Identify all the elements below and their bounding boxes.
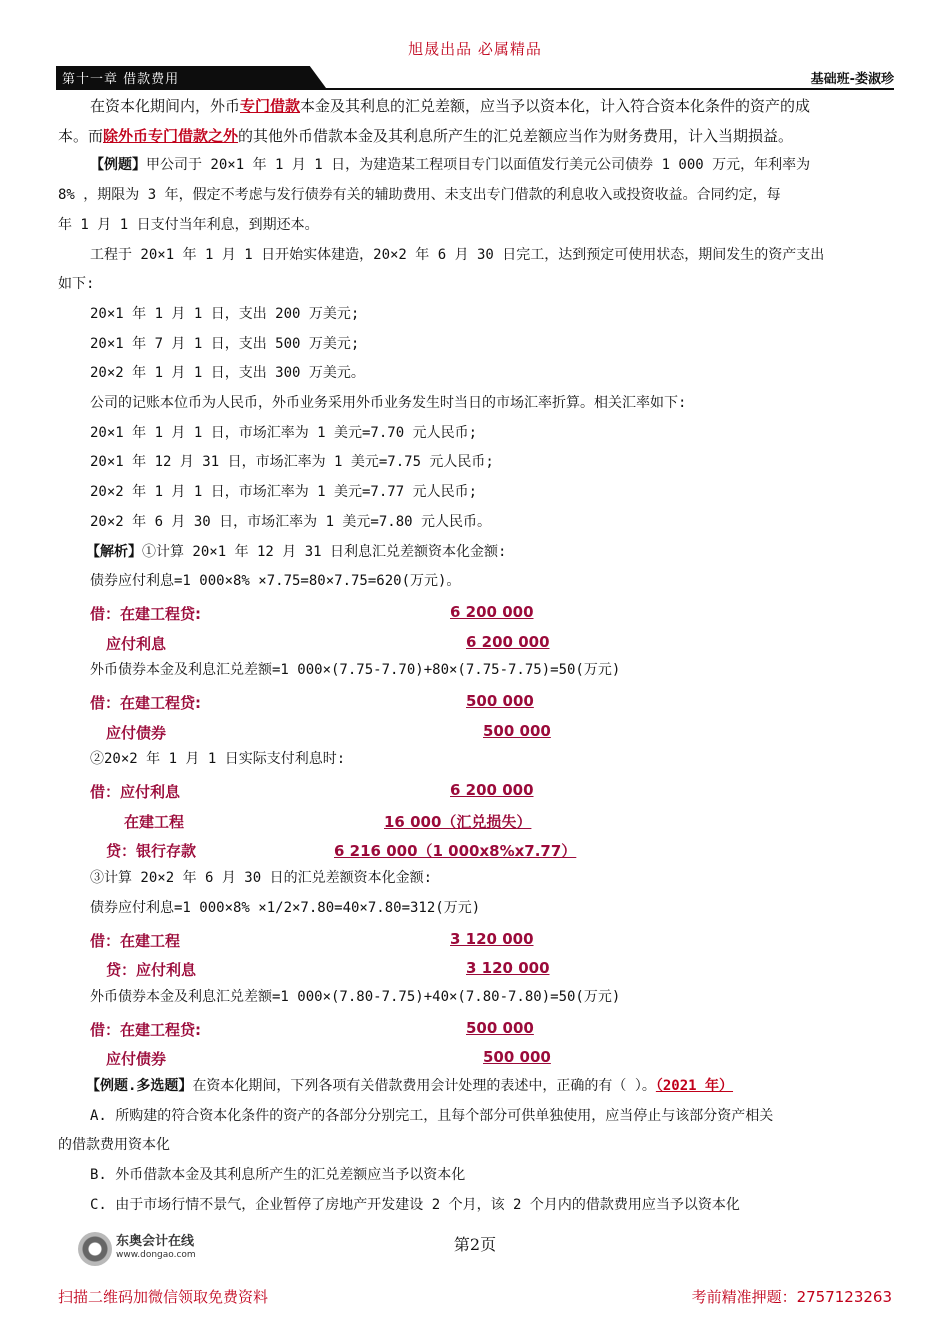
rate-4: 20×2 年 6 月 30 日，市场汇率为 1 美元=7.80 元人民币。 (90, 513, 492, 530)
entry-amount: 3 120 000 (466, 959, 550, 978)
question-tag: 【例题.多选题】 (86, 1078, 193, 1095)
option-a-line-1: A. 所购建的符合资本化条件的资产的各部分分别完工，且每个部分可供单独使用，应当停止与该部分资产相关 (90, 1107, 774, 1124)
question-stem (58, 1072, 892, 1102)
entry-account: 在建工程 (124, 812, 185, 831)
journal-entry-3-credit (58, 834, 892, 864)
example-line-4: 工程于 20×1 年 1 月 1 日开始实体建造，20×2 年 6 月 30 日完工，达到预定可使用状态，期间发生的资产支出 (90, 246, 825, 263)
rate-intro: 公司的记账本位币为人民币，外币业务采用外币业务发生时当日的市场汇率折算。相关汇率如下: (90, 395, 687, 412)
analysis-step-3: ③计算 20×2 年 6 月 30 日的汇兑差额资本化金额: (90, 870, 433, 887)
entry-account: 借：在建工程贷: (90, 604, 201, 623)
example-line-5: 如下: (58, 276, 95, 293)
example-line-2: 8% ，期限为 3 年，假定不考虑与发行债券有关的辅助费用、未支出专门借款的利息收入或投资收益。合同约定，每 (58, 187, 781, 204)
entry-amount: 500 000 (483, 1048, 551, 1067)
journal-entry-2-credit (58, 716, 892, 746)
entry-amount: 6 200 000 (450, 781, 534, 800)
logo-url: www.dongao.com (116, 1250, 196, 1260)
entry-amount: 6 200 000 (466, 632, 550, 651)
journal-entry-3-debit-2 (58, 805, 892, 835)
logo-name: 东奥会计在线 (116, 1234, 195, 1249)
calc-1: 债券应付利息=1 000×8% ×7.75=80×7.75=620(万元)。 (90, 573, 461, 590)
intro-text: 本。而 (58, 126, 104, 145)
intro-line-2 (58, 122, 892, 152)
entry-account: 贷：应付利息 (106, 961, 197, 980)
journal-entry-3-debit (58, 775, 892, 805)
course-name: 基础班-娄淑珍 (810, 72, 894, 87)
option-b: B. 外币借款本金及其利息所产生的汇兑差额应当予以资本化 (90, 1167, 466, 1184)
question-year: （2021 年） (655, 1078, 734, 1095)
intro-text: 在资本化期间内，外币 (90, 97, 241, 115)
chapter-title: 第十一章 借款费用 (62, 72, 180, 87)
calc-3: 债券应付利息=1 000×8% ×1/2×7.80=40×7.80=312(万元) (90, 899, 481, 916)
option-c: C. 由于市场行情不景气，企业暂停了房地产开发建设 2 个月，该 2 个月内的借款费用应当予以资本化 (90, 1196, 740, 1213)
example-text: 甲公司于 20×1 年 1 月 1 日，为建造某工程项目专门以面值发行美元公司债券 1 000 万元，年利率为 (146, 157, 811, 174)
journal-entry-4-credit (58, 953, 892, 983)
journal-entry-4-debit (58, 924, 892, 954)
example-line-1 (58, 151, 892, 181)
highlight-other-loan: 除外币专门借款之外 (103, 126, 239, 145)
calc-4: 外币债券本金及利息汇兑差额=1 000×(7.80-7.75)+40×(7.80-7.80)=50(万元) (90, 988, 621, 1005)
intro-line-1 (58, 92, 892, 122)
entry-amount: 16 000（汇兑损失） (384, 812, 532, 831)
journal-entry-5-credit (58, 1042, 892, 1072)
analysis-tag: 【解析】 (86, 543, 142, 560)
rate-1: 20×1 年 1 月 1 日，市场汇率为 1 美元=7.70 元人民币; (90, 424, 478, 441)
highlight-special-loan: 专门借款 (240, 97, 301, 115)
entry-amount: 6 216 000（1 000x8%x7.77） (334, 842, 577, 861)
entry-amount: 500 000 (466, 1018, 534, 1037)
spend-3: 20×2 年 1 月 1 日，支出 300 万美元。 (90, 365, 365, 382)
entry-account: 借：在建工程贷: (90, 694, 201, 713)
journal-entry-2-debit (58, 686, 892, 716)
entry-amount: 500 000 (466, 692, 534, 711)
entry-account: 借：应付利息 (90, 783, 181, 802)
header-rule (56, 88, 894, 90)
page-number: 第2页 (453, 1235, 497, 1254)
analysis-step-1 (58, 538, 892, 568)
chapter-header (56, 66, 894, 90)
footer-promo-left: 扫描二维码加微信领取免费资料 (58, 1288, 269, 1306)
entry-amount: 500 000 (483, 721, 551, 740)
footer-promo-right: 考前精准押题：2757123263 (691, 1288, 892, 1306)
calc-2: 外币债券本金及利息汇兑差额=1 000×(7.75-7.70)+80×(7.75-7.75)=50(万元) (90, 662, 621, 679)
journal-entry-5-debit (58, 1013, 892, 1043)
journal-entry-1-credit (58, 627, 892, 657)
entry-account: 应付债券 (106, 1050, 167, 1069)
rate-2: 20×1 年 12 月 31 日，市场汇率为 1 美元=7.75 元人民币; (90, 454, 494, 471)
entry-account: 借：在建工程 (90, 931, 181, 950)
journal-entry-1-debit (58, 597, 892, 627)
entry-account: 应付债券 (106, 723, 167, 742)
spend-2: 20×1 年 7 月 1 日，支出 500 万美元; (90, 335, 360, 352)
entry-amount: 3 120 000 (450, 929, 534, 948)
spend-1: 20×1 年 1 月 1 日，支出 200 万美元; (90, 305, 360, 322)
analysis-step-2: ②20×2 年 1 月 1 日实际支付利息时: (90, 751, 346, 768)
entry-amount: 6 200 000 (450, 602, 534, 621)
document-body (58, 92, 892, 1221)
example-line-3: 年 1 月 1 日支付当年利息，到期还本。 (58, 216, 319, 233)
intro-text: 的其他外币借款本金及其利息所产生的汇兑差额应当作为财务费用，计入当期损益。 (238, 126, 794, 145)
intro-text: 本金及其利息的汇兑差额，应当予以资本化，计入符合资本化条件的资产的成 (300, 97, 811, 115)
entry-account: 贷：银行存款 (106, 842, 197, 861)
rate-3: 20×2 年 1 月 1 日，市场汇率为 1 美元=7.77 元人民币; (90, 484, 478, 501)
example-tag: 【例题】 (90, 157, 146, 174)
analysis-text: ①计算 20×1 年 12 月 31 日利息汇兑差额资本化金额: (142, 543, 507, 560)
option-a-line-2: 的借款费用资本化 (58, 1137, 170, 1154)
question-text: 在资本化期间，下列各项有关借款费用会计处理的表述中，正确的有（ ）。 (192, 1078, 656, 1095)
entry-account: 应付利息 (106, 634, 167, 653)
entry-account: 借：在建工程贷: (90, 1020, 201, 1039)
brand-slogan: 旭晟出品 必属精品 (408, 40, 542, 58)
